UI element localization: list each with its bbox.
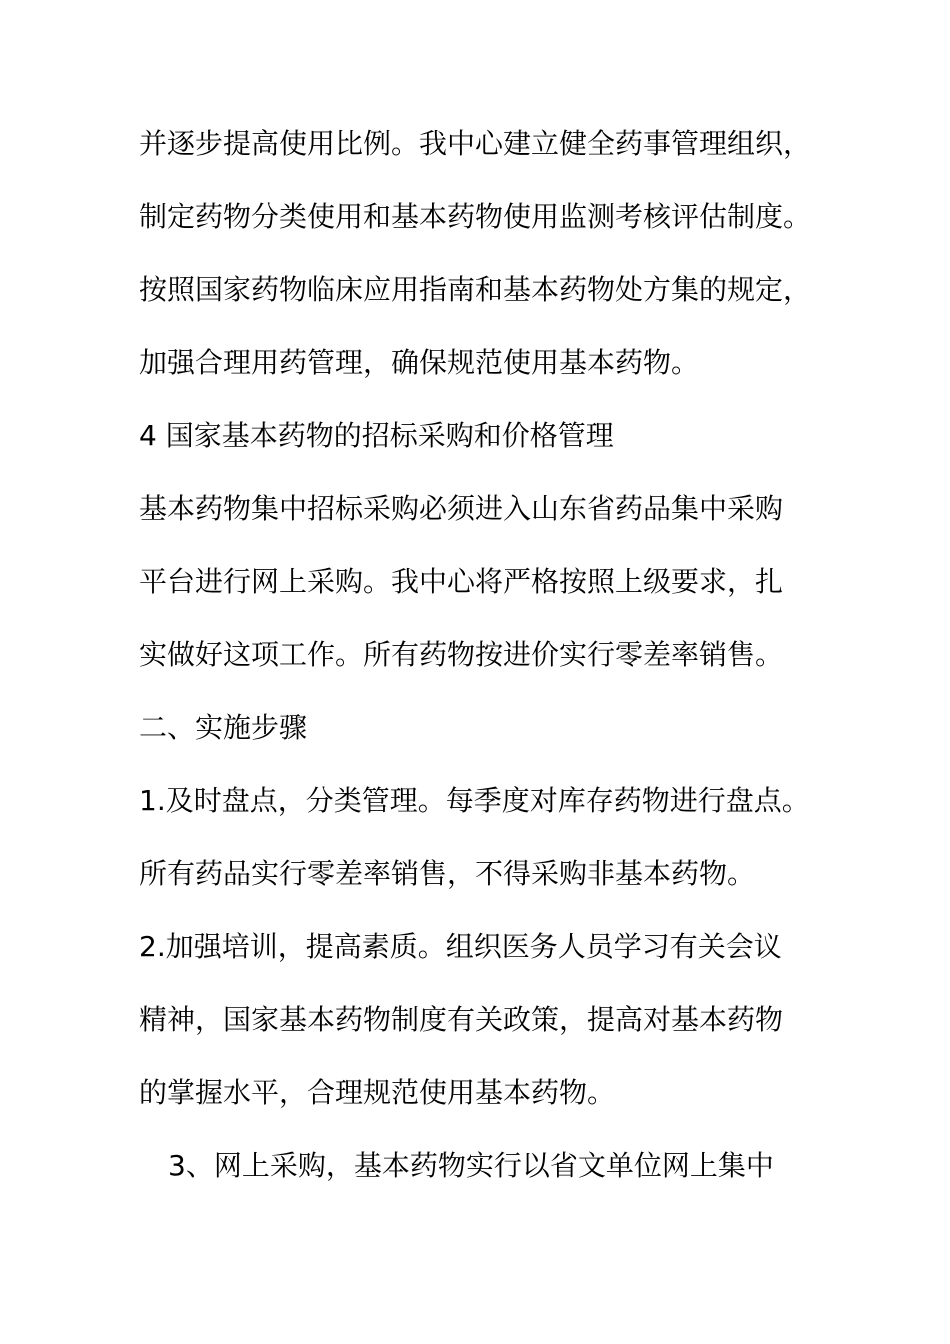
paragraph-line: 的掌握水平，合理规范使用基本药物。 bbox=[139, 1076, 616, 1109]
paragraph-line: 加强合理用药管理，确保规范使用基本药物。 bbox=[139, 346, 700, 379]
paragraph-line: 制定药物分类使用和基本药物使用监测考核评估制度。 bbox=[139, 200, 812, 233]
list-item: 3、网上采购，基本药物实行以省文单位网上集中 bbox=[168, 1149, 774, 1182]
paragraph-line: 并逐步提高使用比例。我中心建立健全药事管理组织， bbox=[139, 127, 812, 160]
list-item: 2.加强培训，提高素质。组织医务人员学习有关会议 bbox=[139, 930, 782, 963]
paragraph-line: 平台进行网上采购。我中心将严格按照上级要求，扎 bbox=[139, 565, 784, 598]
paragraph-line: 基本药物集中招标采购必须进入山东省药品集中采购 bbox=[139, 492, 784, 525]
list-item: 1.及时盘点，分类管理。每季度对库存药物进行盘点。 bbox=[139, 784, 810, 817]
paragraph-line: 所有药品实行零差率销售，不得采购非基本药物。 bbox=[139, 857, 756, 890]
paragraph-line: 实做好这项工作。所有药物按进价实行零差率销售。 bbox=[139, 638, 784, 671]
paragraph-line: 精神，国家基本药物制度有关政策，提高对基本药物 bbox=[139, 1003, 784, 1036]
paragraph-line: 按照国家药物临床应用指南和基本药物处方集的规定， bbox=[139, 273, 812, 306]
section-heading: 二、实施步骤 bbox=[139, 711, 308, 744]
section-heading: 4 国家基本药物的招标采购和价格管理 bbox=[139, 419, 614, 452]
